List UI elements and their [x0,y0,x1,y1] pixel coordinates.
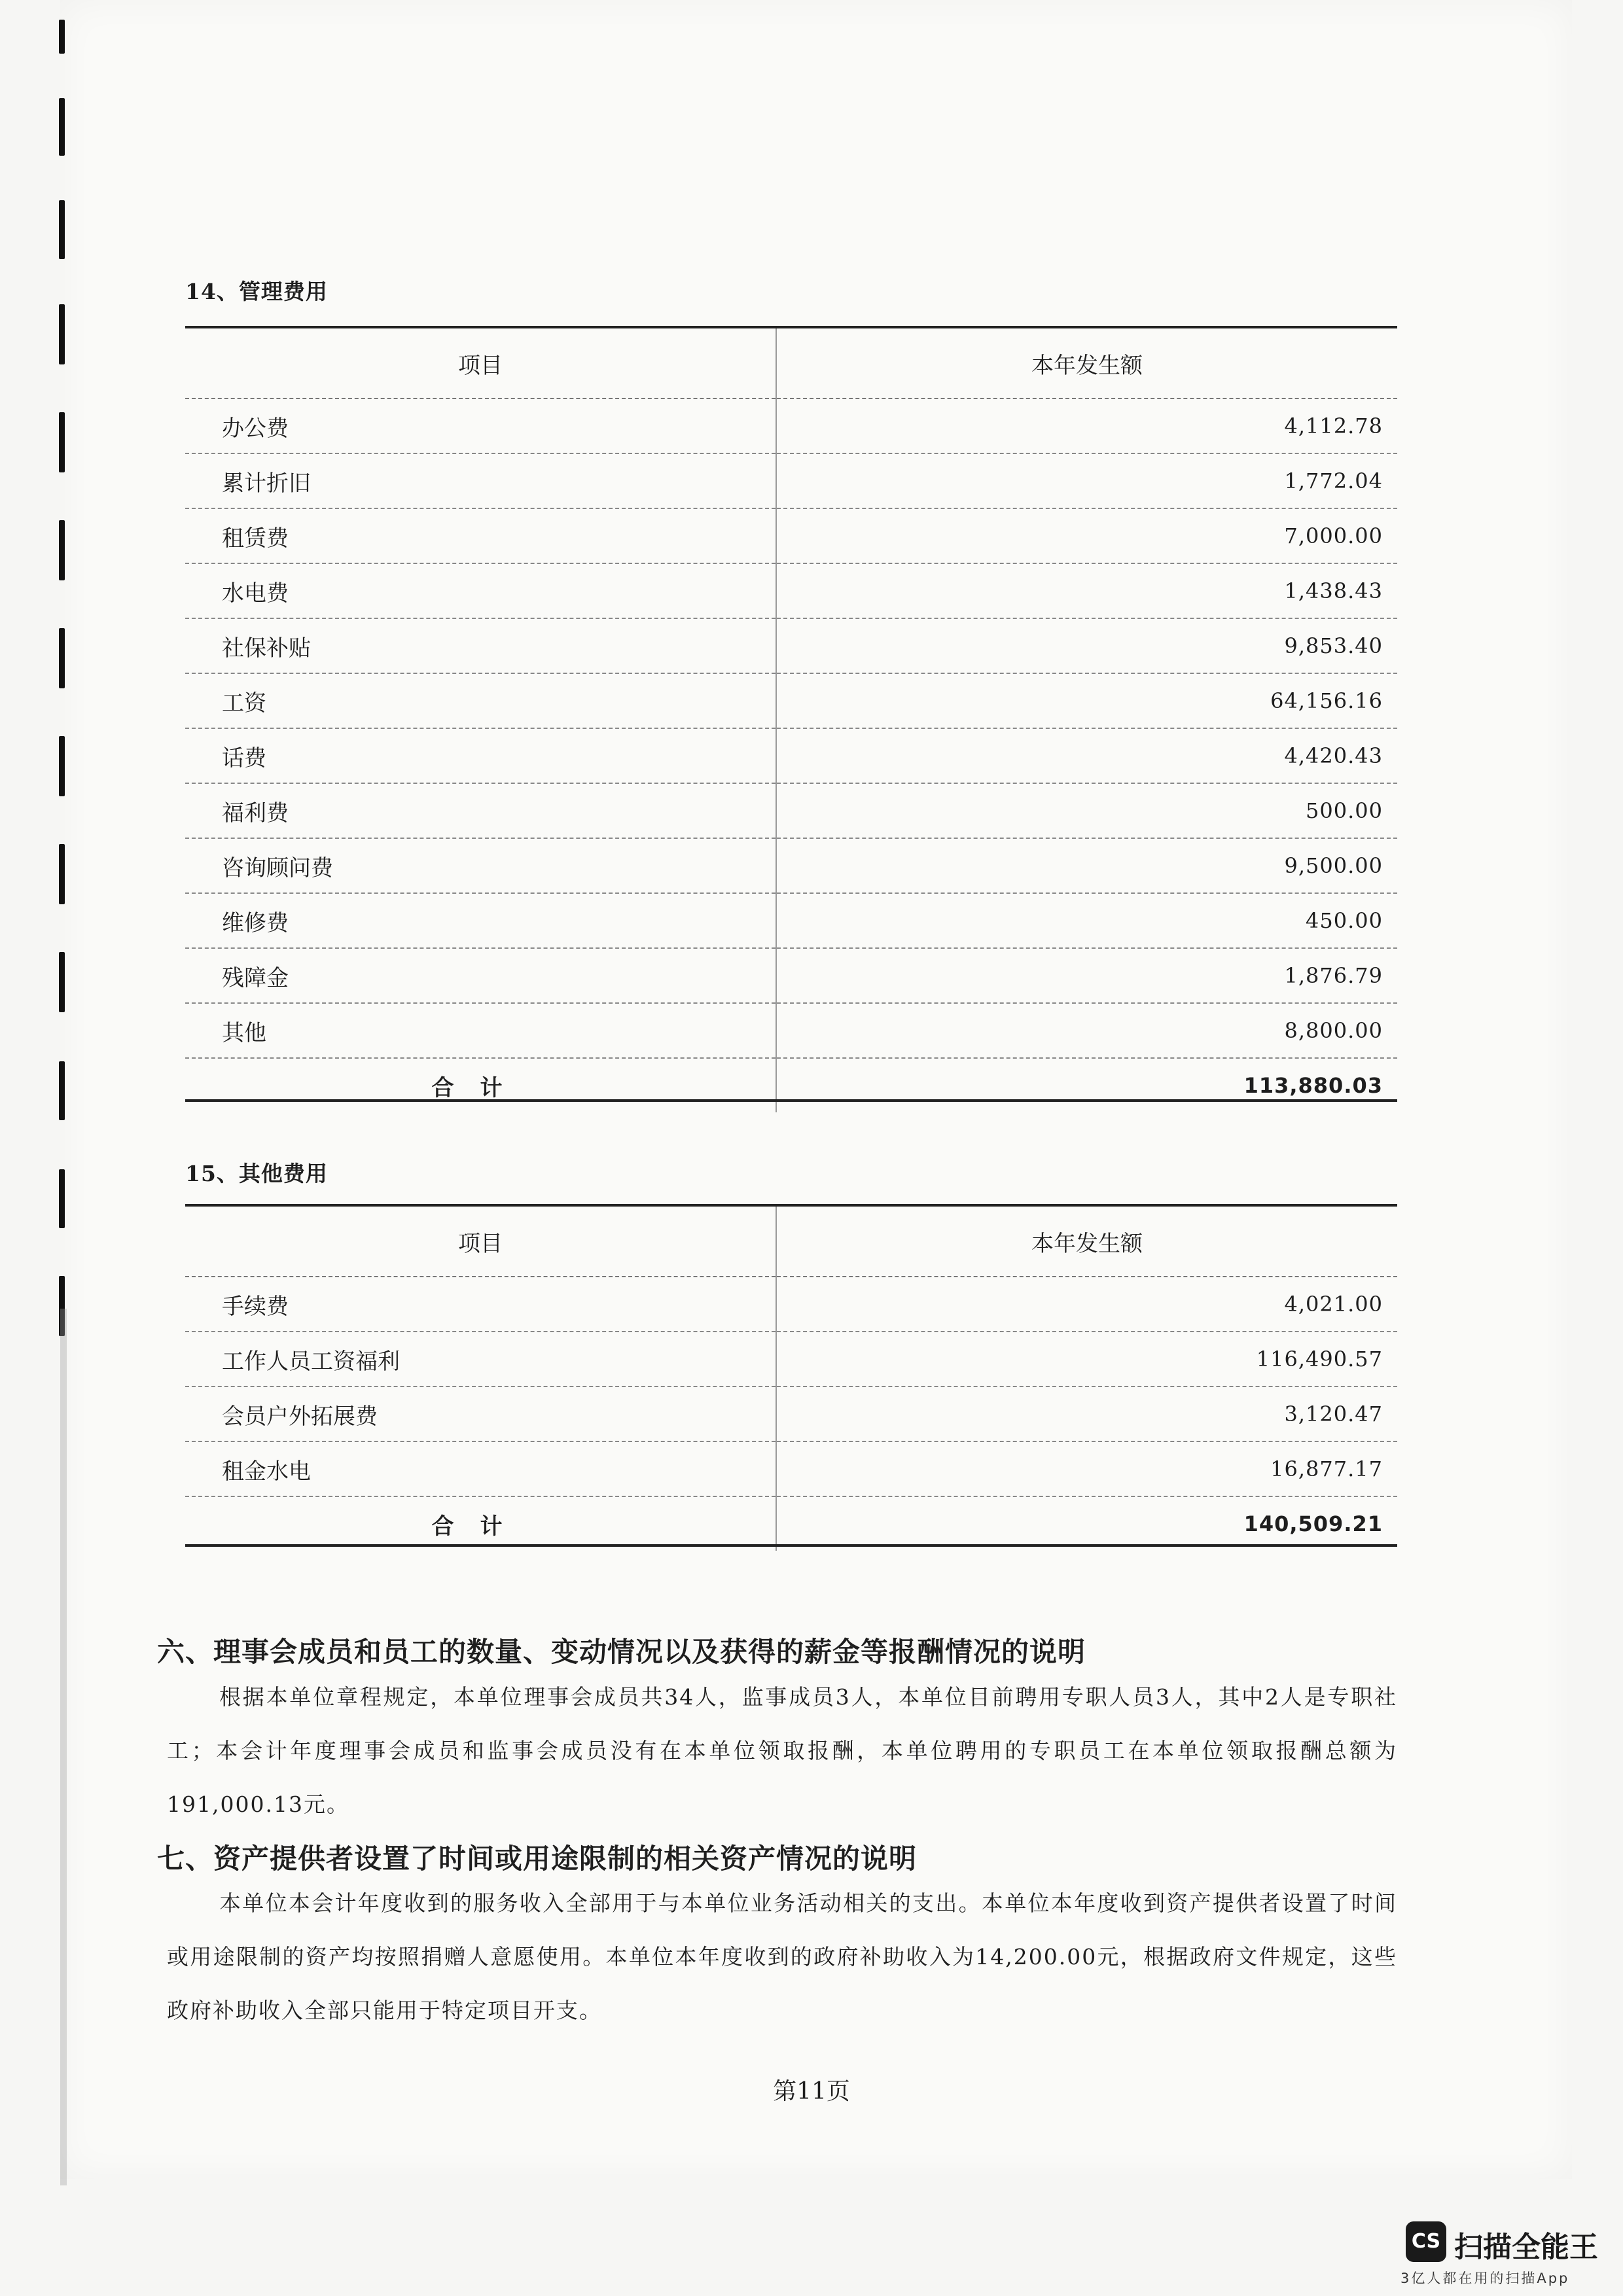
row-item: 工作人员工资福利 [185,1332,776,1386]
row-item: 工资 [185,673,776,728]
table-row [185,618,1397,673]
table-row [185,453,1397,508]
row-amount: 1,772.04 [776,453,1397,508]
row-item: 租赁费 [185,508,776,563]
binding-mark [59,1061,65,1120]
management-expenses-table [185,328,1397,1112]
row-amount: 64,156.16 [776,673,1397,728]
column-header-item: 项目 [185,1207,776,1277]
camscanner-tagline: 3亿人都在用的扫描App [1400,2270,1570,2286]
camscanner-app-name: 扫描全能王 [1454,2231,1598,2264]
table-row [185,783,1397,838]
table-row [185,728,1397,783]
row-item: 水电费 [185,563,776,618]
binding-mark [59,1169,65,1228]
table-row [185,1441,1397,1496]
total-label: 合计 [431,1074,529,1101]
binding-mark [59,952,65,1012]
table-row [185,508,1397,563]
table-row [185,673,1397,728]
total-label: 合计 [431,1513,529,1540]
part-7-paragraph: 本单位本会计年度收到的服务收入全部用于与本单位业务活动相关的支出。本单位本年度收到资产提供者设置了时间或用途限制的资产均按照捐赠人意愿使用。本单位本年度收到的政府补助收入为14,200.00元，根据政府文件规定，这些政府补助收入全部只能用于特定项目开支。 [167,1890,1397,2023]
row-amount: 4,021.00 [776,1277,1397,1332]
table-row [185,398,1397,453]
scan-edge-shadow [60,1309,67,2185]
table-row [185,1332,1397,1386]
section-14-heading: 14、管理费用 [185,279,328,304]
binding-mark [59,520,65,580]
row-item: 残障金 [185,948,776,1003]
table-row [185,1386,1397,1441]
table-header-row [185,1207,1397,1277]
row-amount: 1,876.79 [776,948,1397,1003]
row-amount: 9,853.40 [776,618,1397,673]
row-amount: 4,420.43 [776,728,1397,783]
binding-mark [59,844,65,904]
table-row [185,893,1397,948]
row-item: 手续费 [185,1277,776,1332]
row-amount: 450.00 [776,893,1397,948]
row-item: 社保补贴 [185,618,776,673]
row-item: 累计折旧 [185,453,776,508]
binding-mark [59,628,65,688]
row-item: 其他 [185,1003,776,1058]
row-amount: 8,800.00 [776,1003,1397,1058]
binding-mark [59,412,65,472]
table-bottom-rule [185,1099,1397,1102]
section-15-heading: 15、其他费用 [185,1161,328,1186]
binding-mark [59,98,65,156]
part-6-heading: 六、理事会成员和员工的数量、变动情况以及获得的薪金等报酬情况的说明 [157,1636,1086,1668]
total-row [185,1496,1397,1551]
table-row [185,563,1397,618]
row-amount: 3,120.47 [776,1386,1397,1441]
column-header-amount: 本年发生额 [776,1207,1397,1277]
row-item: 会员户外拓展费 [185,1386,776,1441]
row-item: 话费 [185,728,776,783]
total-row [185,1058,1397,1112]
table-row [185,948,1397,1003]
row-amount: 500.00 [776,783,1397,838]
row-item: 租金水电 [185,1441,776,1496]
camscanner-logo: CS [1406,2221,1446,2262]
row-amount: 4,112.78 [776,398,1397,453]
row-item: 办公费 [185,398,776,453]
row-item: 维修费 [185,893,776,948]
column-header-item: 项目 [185,328,776,398]
binding-mark [59,736,65,796]
table-bottom-rule [185,1544,1397,1547]
part-7-heading: 七、资产提供者设置了时间或用途限制的相关资产情况的说明 [157,1843,918,1875]
binding-mark [59,200,65,259]
other-expenses-table [185,1207,1397,1551]
row-amount: 1,438.43 [776,563,1397,618]
column-header-amount: 本年发生额 [776,328,1397,398]
binding-mark [59,304,65,364]
table-header-row [185,328,1397,398]
table-row [185,1003,1397,1058]
row-item: 福利费 [185,783,776,838]
row-amount: 7,000.00 [776,508,1397,563]
row-amount: 116,490.57 [776,1332,1397,1386]
table-row [185,1277,1397,1332]
binding-mark [59,20,65,54]
total-amount: 140,509.21 [776,1496,1397,1551]
row-amount: 9,500.00 [776,838,1397,893]
table-row [185,838,1397,893]
row-item: 咨询顾问费 [185,838,776,893]
total-amount: 113,880.03 [776,1058,1397,1112]
row-amount: 16,877.17 [776,1441,1397,1496]
part-6-paragraph: 根据本单位章程规定，本单位理事会成员共34人，监事成员3人，本单位目前聘用专职人员3人，其中2人是专职社工；本会计年度理事会成员和监事会成员没有在本单位领取报酬，本单位聘用的专职员工在本单位领取报酬总额为191,000.13元。 [167,1684,1397,1817]
page-number: 第11页 [773,2078,850,2105]
